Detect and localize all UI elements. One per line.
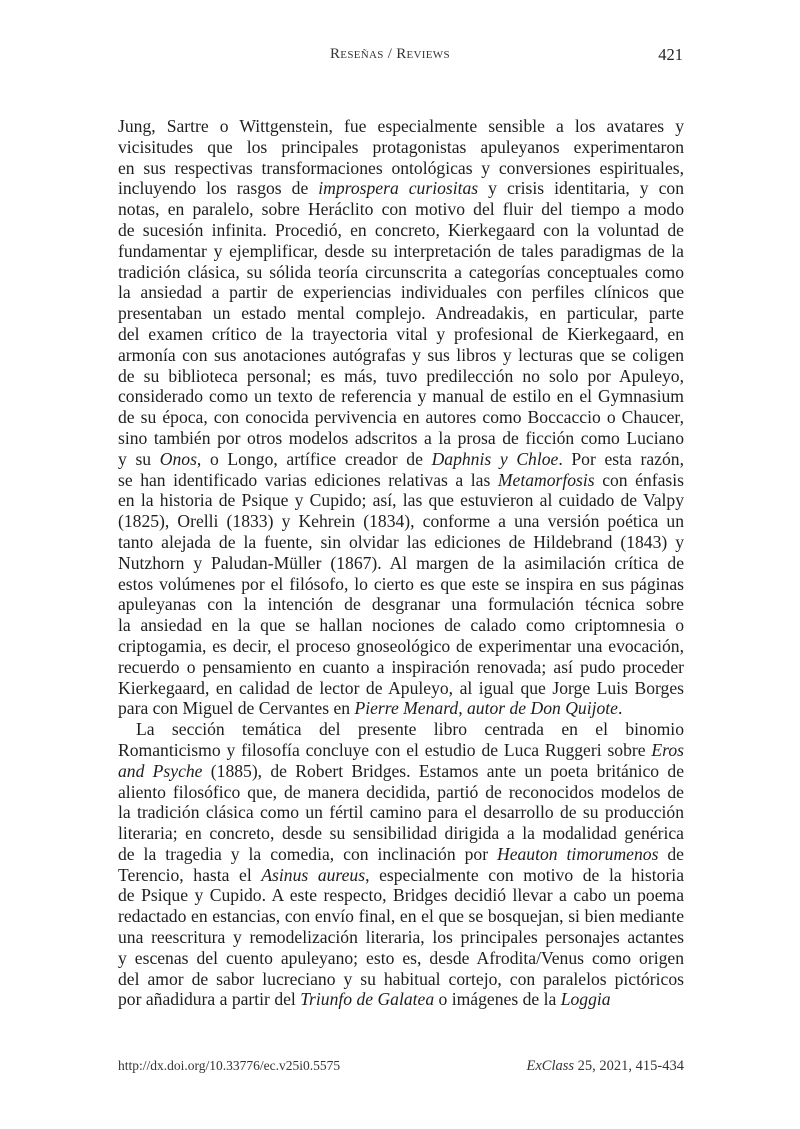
- text-line: considerado como un texto de referencia y manual de estilo en el Gymnasium: [118, 386, 684, 407]
- text-line: Romanticismo y filosofía concluye con el estudio de Luca Ruggeri sobre Eros: [118, 739, 684, 760]
- italic-title: Eros: [651, 739, 684, 760]
- italic-title: improspera curiositas: [318, 178, 479, 199]
- text-line: recuerdo o pensamiento en cuanto a inspiración renovada; así pudo proceder: [118, 656, 684, 677]
- text-line: por añadidura a partir del Triunfo de Galatea o imágenes de la Loggia: [118, 989, 611, 1010]
- text-line: la ansiedad a partir de experiencias individuales con perfiles clínicos que: [118, 282, 684, 303]
- text-line: sino también por otros modelos adscritos a la prosa de ficción como Luciano: [118, 427, 684, 448]
- italic-title: Asinus aureus: [261, 864, 366, 885]
- text-line: vicisitudes que los principales protagonistas apuleyanos experimentaron: [118, 136, 684, 157]
- text-line: una reescritura y remodelización literaria, los principales personajes actantes: [118, 927, 684, 948]
- text-line: y escenas del cuento apuleyano; esto es, desde Afrodita/Venus como origen: [118, 947, 684, 968]
- doi-link[interactable]: http://dx.doi.org/10.33776/ec.v25i0.5575: [118, 1058, 341, 1073]
- text-line: incluyendo los rasgos de improspera curiositas y crisis identitaria, y con: [118, 178, 684, 199]
- text-line: la ansiedad en la que se hallan nociones de calado como criptomnesia o: [118, 615, 684, 636]
- text-line: fundamentar y ejemplificar, desde su interpretación de tales paradigmas de la: [118, 240, 684, 261]
- text-line: para con Miguel de Cervantes en Pierre Menard, autor de Don Quijote.: [118, 698, 623, 719]
- body-text: [118, 116, 684, 1010]
- text-line: en la historia de Psique y Cupido; así, las que estuvieron al cuidado de Valpy: [118, 490, 684, 511]
- text-line: armonía con sus anotaciones autógrafas y sus libros y lecturas que se coligen: [118, 344, 684, 365]
- text-line: La sección temática del presente libro centrada en el binomio: [136, 719, 684, 740]
- text-line: de Psique y Cupido. A este respecto, Bridges decidió llevar a cabo un poema: [118, 885, 684, 906]
- text-line: presentaban un estado mental complejo. Andreadakis, en particular, parte: [118, 303, 684, 324]
- text-line: y su Onos, o Longo, artífice creador de Daphnis y Chloe. Por esta razón,: [118, 448, 684, 469]
- running-header: [116, 46, 683, 68]
- page-footer: [118, 1058, 684, 1078]
- text-line: estos volúmenes por el filósofo, lo cierto es que este se inspira en sus páginas: [118, 573, 684, 594]
- text-line: de la tragedia y la comedia, con inclinación por Heauton timorumenos de: [118, 843, 684, 864]
- journal-citation: [527, 1058, 685, 1075]
- text-line: (1825), Orelli (1833) y Kehrein (1834), conforme a una versión poética un: [118, 511, 684, 532]
- text-line: and Psyche (1885), de Robert Bridges. Estamos ante un poeta británico de: [118, 760, 684, 781]
- running-title: Reseñas / Reviews: [330, 46, 450, 62]
- citation-details: 25, 2021, 415-434: [574, 1058, 684, 1074]
- text-line: la tradición clásica como un fértil camino para el desarrollo de su producción: [118, 802, 684, 823]
- text-line: Terencio, hasta el Asinus aureus, especialmente con motivo de la historia: [118, 864, 685, 885]
- italic-title: Daphnis y Chloe: [431, 448, 559, 469]
- text-line: Nutzhorn y Paludan-Müller (1867). Al margen de la asimilación crítica de: [118, 552, 684, 573]
- text-line: aliento filosófico que, de manera decidida, partió de reconocidos modelos de: [118, 781, 684, 802]
- text-line: del amor de sabor lucreciano y su habitual cortejo, con paralelos pictóricos: [118, 968, 684, 989]
- italic-title: Onos: [159, 448, 197, 469]
- italic-title: Triunfo de Galatea: [300, 989, 435, 1010]
- italic-title: Metamorfosis: [497, 469, 595, 490]
- text-line: Jung, Sartre o Wittgenstein, fue especialmente sensible a los avatares y: [118, 116, 684, 136]
- text-line: literaria; en concreto, desde su sensibilidad dirigida a la modalidad genérica: [118, 823, 684, 844]
- italic-title: Pierre Menard, autor de Don Quijote: [354, 698, 618, 719]
- text-line: Kierkegaard, en calidad de lector de Apuleyo, al igual que Jorge Luis Borges: [118, 677, 684, 698]
- text-line: se han identificado varias ediciones relativas a las Metamorfosis con énfasis: [118, 469, 684, 490]
- text-line: criptogamia, es decir, el proceso gnoseológico de experimentar una evocación,: [118, 635, 684, 656]
- text-line: redactado en estancias, con envío final, en el que se bosquejan, si bien mediante: [118, 906, 684, 927]
- paragraph: [118, 719, 684, 1010]
- italic-title: Heauton timorumenos: [497, 843, 659, 864]
- italic-title: Loggia: [560, 989, 611, 1010]
- journal-name: ExClass: [526, 1058, 575, 1074]
- italic-title: and Psyche: [118, 760, 203, 781]
- text-line: de su época, con conocida pervivencia en autores como Boccaccio o Chaucer,: [118, 407, 684, 428]
- text-line: apuleyanas con la intención de desgranar una formulación técnica sobre: [118, 594, 684, 615]
- page-number: 421: [658, 45, 683, 64]
- text-line: tanto alejada de la fuente, sin olvidar las ediciones de Hildebrand (1843) y: [118, 531, 684, 552]
- text-line: tradición clásica, su sólida teoría circunscrita a categorías conceptuales como: [118, 261, 684, 282]
- paragraph: [118, 116, 684, 719]
- text-line: notas, en paralelo, sobre Heráclito con motivo del fluir del tiempo a modo: [118, 199, 684, 220]
- text-line: del examen crítico de la trayectoria vital y profesional de Kierkegaard, en: [118, 323, 684, 344]
- text-line: de sucesión infinita. Procedió, en concreto, Kierkegaard con la voluntad de: [118, 219, 684, 240]
- text-line: en sus respectivas transformaciones ontológicas y conversiones espirituales,: [118, 157, 684, 178]
- text-line: de su biblioteca personal; es más, tuvo predilección no solo por Apuleyo,: [118, 365, 684, 386]
